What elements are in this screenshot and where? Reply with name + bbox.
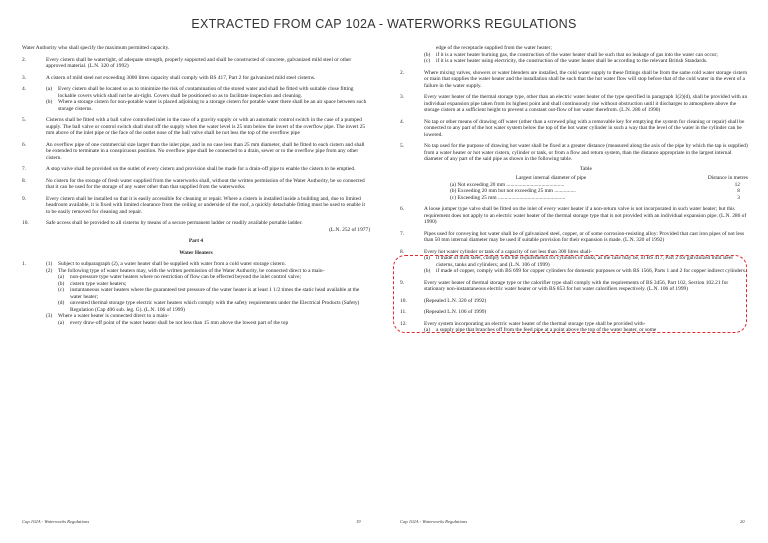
- left-paragraph-1: [22, 261, 370, 326]
- table-cell: 8: [737, 188, 740, 194]
- paragraph-number: 8.: [400, 248, 405, 255]
- sub-letter: (c): [424, 58, 430, 64]
- paragraph-text: (Repealed L.N. 320 of 1992): [424, 297, 487, 304]
- sub-text: Subject to subparagraph (2), a water heater shall be supplied with water from a cold water storage cistern.: [58, 261, 286, 267]
- paragraph-number: 1.: [22, 261, 27, 267]
- sub-letter: (a): [58, 319, 64, 326]
- paragraph-number: 12.: [400, 320, 407, 327]
- paragraph-text: (Repealed L.N. 106 of 1999): [424, 309, 487, 315]
- sub-letter: (b): [424, 268, 431, 274]
- continuation-paragraph: [400, 45, 748, 65]
- left-page-number: 19: [356, 519, 361, 524]
- paragraph-text: Safe access shall be provided to all cisterns by means of a secure permanent ladder or readily available portable ladder.: [46, 220, 303, 226]
- sub-letter: (2): [46, 267, 53, 274]
- paragraph-text: Every water heater of thermal storage type or the calorifier type shall comply with the requirements of BS 3456, Part 102, Section 102.21 for stationary non-instantaneous electric water heater or with BS 853 for hot water calorifiers respectively. (L.N. 106 of 1999): [424, 279, 729, 292]
- table-cell: 3: [737, 194, 740, 201]
- sub-text: Where a water heater is connected direct to a main-: [58, 313, 169, 319]
- paragraph-number: 9.: [22, 195, 27, 202]
- paragraph-text: Where mixing valves, showers or water blenders are installed, the cold water supply to these fittings shall be from the same cold water storage cistern or main that supplies the water heater and the installation shall be such that the hot water flow will stop before that of the cold water in the event of a failure in the water supply.: [424, 69, 748, 89]
- right-page-number: 20: [740, 519, 745, 524]
- table-cell: (b) Exceeding 20 mm but not exceeding 25 mm ................: [450, 188, 576, 194]
- paragraph-text: Every hot water cylinder or tank of a capacity of not less than 300 litres shall-: [424, 248, 592, 255]
- paragraph-number: 3.: [22, 74, 27, 81]
- left-paragraph-10: [22, 220, 370, 233]
- paragraph-text: Every cistern shall be watertight, of adequate strength, properly supported and shall be constructed of concrete, galvanized mild steel or other approved material. (L.N. 320 of 1992): [46, 56, 352, 69]
- sub-text: if it is a water heater using electricity, the construction of the water heater shall be according to the relevant British Standards.: [436, 58, 708, 64]
- sub-letter: (a): [424, 327, 430, 333]
- sub-text: every draw-off point of the water heater shall be not less than 15 mm above the lowest part of the top: [70, 319, 289, 326]
- table-row: [424, 195, 748, 202]
- paragraph-text: An overflow pipe of one commercial size larger than the inlet pipe, and in no case less than 25 mm diameter, shall be fitted to each cistern and shall be extended to terminate in a conspicuous position. No overflow pipe shall be connected to a drain, sewer or to the overflow pipe from any other cistern.: [46, 141, 365, 161]
- section-heading: Water Heaters: [179, 249, 213, 256]
- right-footer: Cap 102A - Waterworks Regulations: [400, 519, 468, 524]
- paragraph-number: 7.: [400, 230, 405, 237]
- paragraph-number: 4.: [22, 86, 27, 92]
- page-title: EXTRACTED FROM CAP 102A - WATERWORKS REGULATIONS: [191, 17, 577, 31]
- sub-text: a supply pipe that branches off from the feed pipe at a point above the top of the water heater, or some: [436, 327, 657, 333]
- paragraph-text: Every cistern shall be installed so that it is easily accessible for cleaning or repair. Where a cistern is installed inside a building and, due to limited headroom available, it is fixed with limited clearance from the ceiling or underside of the roof, a quickly detachable fitting must be used to enable it to be easily removed for cleaning and repair.: [46, 195, 365, 215]
- sub-letter: (b): [58, 280, 65, 287]
- subparagraph: [46, 268, 370, 314]
- right-paragraph-5: [400, 143, 748, 201]
- right-paragraph-3: [400, 94, 748, 114]
- paragraph-number: 2.: [22, 56, 27, 63]
- table-header-cell: Largest internal diameter of pipe: [515, 175, 587, 181]
- sub-letter: (a): [424, 255, 430, 261]
- paragraph-text: Every water heater of the thermal storage type, other than an electric water heater of the type specified in paragraph 1(2)(d), shall be provided with an individual expansion pipe taken from its highest point and shall continuously rise without obstruction until it discharges to atmosphere above the storage cistern at a sufficient height to prevent a constant out-flow of hot water therefrom. (L.N. 286 of 1990): [424, 94, 748, 113]
- left-paragraph-2: [22, 57, 370, 70]
- left-paragraph-4: [22, 86, 370, 112]
- left-page-column: [22, 45, 370, 331]
- subparagraph: [58, 300, 370, 313]
- left-paragraph-3: [22, 75, 370, 82]
- intro-text: Water Authority who shall specify the maximum permitted capacity.: [22, 45, 170, 51]
- sub-text: The following type of water heaters may, with the written permission of the Water Authority, be connected direct to a main-: [58, 267, 325, 274]
- paragraph-number: 2.: [400, 69, 405, 76]
- part-heading: Part 4: [188, 238, 204, 244]
- highlight-box: [393, 255, 747, 333]
- sub-text: instantaneous water heaters where the guaranteed test pressure of the water heater is at least 1 1/2 times the static head available at the water heater;: [70, 287, 360, 300]
- paragraph-number: 3.: [400, 94, 405, 100]
- sub-letter: (3): [46, 313, 53, 319]
- table-cell: 12: [734, 181, 740, 188]
- sub-letter: (1): [46, 261, 53, 267]
- paragraph-number: 9.: [400, 279, 405, 286]
- right-paragraph-2: [400, 70, 748, 90]
- sub-letter: (b): [424, 51, 431, 58]
- subparagraph: [58, 287, 370, 300]
- paragraph-number: 5.: [22, 117, 27, 123]
- table-title: Table: [580, 165, 592, 172]
- paragraph-number: 10.: [400, 297, 407, 304]
- legal-citation: (L.N. 252 of 1977): [329, 226, 370, 233]
- sub-letter: (a): [58, 274, 64, 280]
- left-paragraph-5: [22, 117, 370, 137]
- sub-text: if made of mild steel, comply with the requirements for cylinders or tanks, as the case may be, of BS 417, Part 2 for galvanized mild steel cisterns, tanks and cylinders; and (L.N. 106 of 1999): [436, 255, 733, 268]
- sub-letter: (b): [46, 99, 53, 105]
- paragraph-number: 6.: [22, 141, 27, 148]
- subparagraph: [58, 320, 370, 327]
- right-paragraph-4: [400, 119, 748, 139]
- sub-text: Every cistern shall be located so as to minimize the risk of contamination of the stored water and shall be fitted with suitable close fitting lockable covers which shall not be air-tight. Covers shall be positioned so as to facilitate inspection and cleaning.: [58, 86, 354, 99]
- paragraph-number: 4.: [400, 118, 405, 125]
- left-paragraph-7: [22, 166, 370, 173]
- paragraph-number: 11.: [400, 309, 407, 315]
- sub-text: unvented thermal storage type electric water heaters which comply with the safety requirements under the Electrical Products (Safety) Regulation (Cap 406 sub. leg. G). (L.N. 106 of 1999): [70, 300, 360, 313]
- table-cell: (a) Not exceeding 20 mm ...........................................: [450, 181, 565, 188]
- paragraph-text: Pipes used for conveying hot water shall be of galvanized steel, copper, or of some corrosion-resisting alloy: Provided that cast iron pipes of not less than 50 mm internal diameter may be used if suitable provision for their expansion is made. (L.N. 320 of 1992): [424, 230, 745, 243]
- subparagraph: [46, 99, 370, 112]
- left-paragraph-6: [22, 142, 370, 162]
- left-paragraph-8: [22, 178, 370, 191]
- paragraph-number: 5.: [400, 143, 405, 149]
- sub-text: non-pressure type water heaters where no restriction of flow can be effected beyond the inlet control valve;: [70, 274, 302, 280]
- sub-text: Where a storage cistern for non-potable water is placed adjoining to a storage cistern for potable water there shall be an air space between such storage cisterns.: [58, 99, 367, 112]
- subparagraph: [46, 313, 370, 326]
- right-paragraph-7: [400, 231, 748, 244]
- left-paragraph-9: [22, 196, 370, 216]
- paragraph-text: No tap used for the purpose of drawing hot water shall be fixed at a greater distance (measured along the axis of the pipe by which the tap is supplied) from a water heater or hot water cistern, cylinder or tank, or from a flow and return system, than the distance appropriate in the largest internal diameter of any part of the said pipe as shown in the following table.: [424, 143, 748, 162]
- paragraph-text: A stop valve shall be provided on the outlet of every cistern and provision shall be made for a drain-off pipe to enable the cistern to be emptied.: [46, 166, 356, 172]
- sub-letter: (d): [58, 300, 65, 306]
- sub-letter: (c): [58, 287, 64, 293]
- paragraph-text: A loose jumper type valve shall be fitted on the inlet of every water heater if a non-return valve is not incorporated in such water heater; but this requirement does not apply to an electric water heater of the thermal storage type that is not provided with an individual expansion pipe. (L.N. 286 of 1990): [424, 206, 747, 225]
- paragraph-text: A cistern of mild steel not exceeding 3000 litres capacity shall comply with BS 417, Part 2 for galvanized mild steel cisterns.: [46, 74, 316, 81]
- paragraph-number: 7.: [22, 166, 27, 172]
- sub-letter: (a): [46, 86, 52, 92]
- paragraph-number: 6.: [400, 206, 405, 212]
- paragraph-text: Every system incorporating an electric water heater of the thermal storage type shall be provided with-: [424, 320, 646, 327]
- table-header-cell: Distance in metres: [707, 175, 748, 181]
- subparagraph: [424, 58, 748, 65]
- paragraph-text: No tap or other means of drawing off water (other than a screwed plug with a removable key for emptying the system for cleaning or repair) shall be connected to any part of the hot water system below the top of the hot water cylinder in such a way that the level of the water in the cylinder can be lowered.: [424, 118, 745, 138]
- sub-text: edge of the receptacle supplied from the water heater;: [436, 45, 552, 51]
- paragraph-number: 10.: [22, 220, 29, 226]
- subparagraph: [46, 86, 370, 99]
- sub-text: cistern type water heaters;: [70, 280, 127, 287]
- paragraph-text: Cisterns shall be fitted with a ball valve controlled inlet in the case of a gravity supply or with an automatic control switch in the case of a pumped supply. The ball valve or control switch shall shut off the supply when the water level is 25 mm below the invert of the overflow pipe. The invert 25 mm above of the inlet pipe or the face of the outlet nose of the ball valve shall be not less the top of the overflow pipe: [46, 117, 366, 136]
- paragraph-text: No cistern for the storage of fresh water supplied from the waterworks shall, without the written permission of the Water Authority, be so connected that it can be used for the storage of any water other than that supplied from the waterworks.: [46, 177, 365, 190]
- paragraph-number: 8.: [22, 177, 27, 184]
- sub-text: if it is a water heater burning gas, the construction of the water heater shall be such that no leakage of gas into the water can occur;: [436, 51, 718, 58]
- table-cell: (c) Exceeding 25 mm ..................................................: [450, 194, 566, 201]
- right-paragraph-6: [400, 206, 748, 226]
- left-footer: Cap 102A - Waterworks Regulations: [22, 519, 90, 524]
- intro-paragraph: [22, 45, 370, 52]
- sub-text: if made of copper, comply with BS 699 for copper cylinders for domestic purposes or with BS 1566, Parts 1 and 2 for copper indirect cylinders.: [436, 268, 747, 274]
